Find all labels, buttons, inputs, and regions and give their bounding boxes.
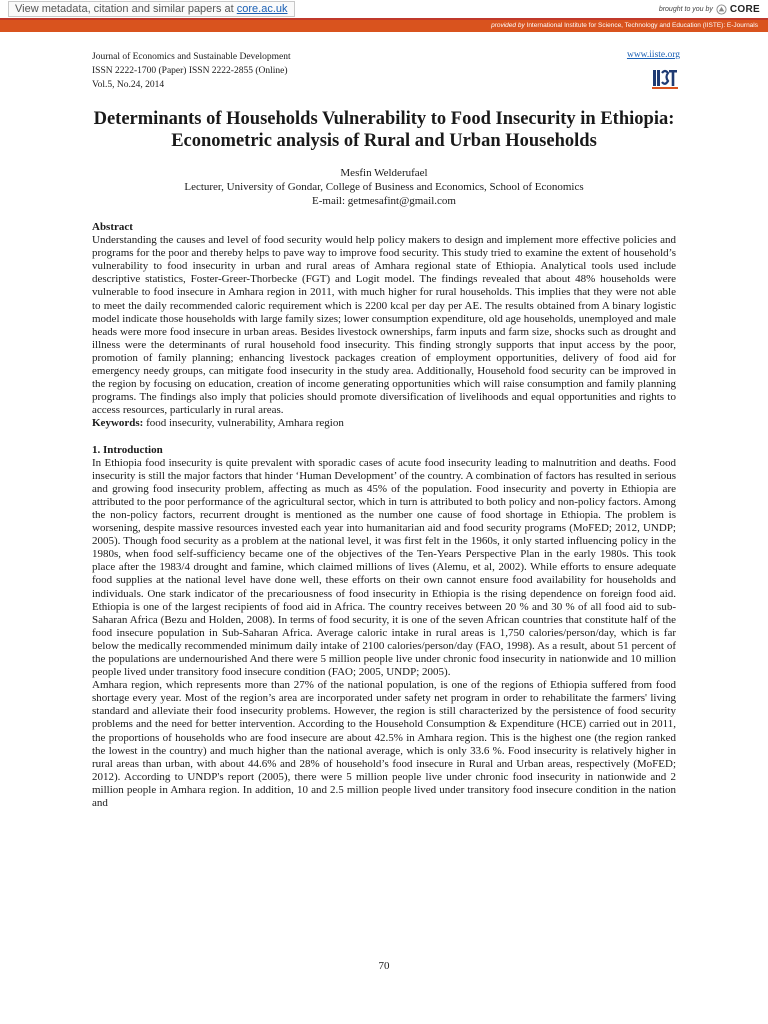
brought-to-you-text: brought to you by [658,5,713,13]
provider-strip [0,20,768,32]
introduction-paragraph-1: In Ethiopia food insecurity is quite prevalent with sporadic cases of acute food insecurity leading to malnutrition and deaths. Food insecurity is still the major factors that hinder ‘Human Development’ of the country. A combination of factors has resulted in serious and growing food insecurity problem, affecting as much as 45% of the population. Food insecurity and poverty in Ethiopia are attributed to the poor performance of the agricultural sector, which in turn is attributed to both policy and non-policy factors. Among the non-policy factors, recurrent drought is mentioned as the number one cause of food shortage in Ethiopia. The problem is worsening, despite massive resources invested each year into humanitarian aid and food security programs (MoFED; 2012, UNDP; 2005). Though food security as a problem at the national level, it was first felt in the 1960s, it only started influencing policy in the 1980s, when food self-sufficiency became one of the objectives of the Ten-Years Perspective Plan in the early 1980s. This took place after the 1983/4 drought and famine, which claimed millions of lives (Alemu, et al, 2002). While efforts to ensure adequate food supplies at the national level have done well, these efforts on their own cannot ensure food availability for households and individuals. One stark indicator of the precariousness of food insecurity in Ethiopia is the rising dependence on foreign food aid. Ethiopia is one of the largest recipients of food aid in Africa. The country receives between 20 % and 30 % of all food aid to sub-Saharan Africa (Bezu and Holden, 2008). In terms of food security, it is one of the seven African countries that constitute half of the food insecure population in Sub-Saharan Africa. Average caloric intake in rural areas is 1,750 calories/person/day, which is far below the medically recommended minimum daily intake of 2100 calories/person/day (FAO, 1998). As a result, about 51 percent of the populations are undernourished And there were 5 million people live under chronic food insecurity in nationwide and 10 million people lived under transitory food insecure condition (FAO; 2005, UNDP; 2005). [92,456,676,679]
author-affiliation: Lecturer, University of Gondar, College of Business and Economics, School of Economics [184,181,584,193]
core-metadata-link-box[interactable] [8,1,295,17]
introduction-heading: 1. Introduction [92,443,163,456]
provider-name[interactable]: International Institute for Science, Technology and Education (IISTE): E-Journals [526,22,758,29]
abstract-text: Understanding the causes and level of food security would help policy makers to design and implement more effective policies and programs for the poor and thereby helps to pave way to improve food security. This study tried to examine the extent of household’s vulnerability to food insecurity in urban and rural areas of Amhara regional state of Ethiopia. Analytical tools used include descriptive statistics, Foster-Greer-Thorbecke (FGT) and Logit model. The findings revealed that about 48% households were vulnerable to food insecure in Amhara region in 2011, with much higher for rural households. This implies that they were not able to meet the daily recommended caloric requirement which is 2200 kcal per day per AE. The results obtained from A binary logistic model indicate those households with large family sizes; lower consumption expenditure, old age households, unemployed and male heads were more food insecure in urban areas. Besides livestock ownerships, farm inputs and farm size, shocks such as drought and illness were the determinants of rural household food insecurity. This finding strongly supports that input access by the poor, promotion of family planning; enhancing livestock packages creation of employment opportunities, delivery of food aid for emergency needy groups, can mitigate food insecurity in the study area. Additionally, Household food security can be improved in the region by focusing on education, creation of income generating opportunities which will raise consumption and family planning programs. The findings also imply that policies should promote diversification of livelihoods and equal opportunities and rights to access resources, particularly in rural areas. [92,234,676,417]
author-block [92,166,676,208]
page-number: 70 [378,960,390,972]
core-banner [0,0,768,34]
introduction-paragraph-2: Amhara region, which represents more than 27% of the national population, is one of the regions of Ethiopia suffered from food shortage every year. Most of the region’s area are incorporated under safety net program in order to rehabilitate the farmers' living standard and alleviate their food insecurity problems. However, the region is still characterized by the persistence of food security problems and the need for better intervention. According to the Household Consumption & Expenditure (HCE) carried out in 2011, the proportions of households who are food insecure are about 42.5% in Amhara region. This is the highest one (the region ranked the lowest in the country) and much higher than the national average, which is only 33.6 %. Food insecurity is relatively higher in rural areas than urban, with about 44.6% and 28% of household’s food insecure in Rural and Urban areas, respectively (MoFED; 2012). According to UNDP's report (2005), there were 5 million people live under chronic food insecurity in nationwide and 2 million people in Amhara region. In addition, 10 and 2.5 million people lived under transitory food insecure condition in the nation and [92,679,676,810]
paper-title: Determinants of Households Vulnerability to Food Insecurity in Ethiopia: Econometric analysis of Rural and Urban Households [93,109,675,151]
keywords-text: food insecurity, vulnerability, Amhara region [143,417,344,430]
core-wordmark: CORE [729,3,760,15]
core-branding[interactable] [659,4,760,15]
author-name: Mesfin Welderufael [340,167,428,179]
core-view-text: View metadata, citation and similar papers at [15,3,237,15]
core-link[interactable]: core.ac.uk [236,3,288,15]
paper-body [92,221,676,810]
journal-issn: ISSN 2222-1700 (Paper) ISSN 2222-2855 (Online) [92,66,288,76]
journal-name: Journal of Economics and Sustainable Development [92,52,291,62]
journal-header [92,50,680,92]
abstract-heading: Abstract [92,221,133,233]
core-logo-icon [716,4,727,15]
iiste-logo-icon [652,67,678,89]
provided-by-label: provided by [491,22,525,29]
keywords-label: Keywords: [92,417,144,430]
journal-volume: Vol.5, No.24, 2014 [92,80,165,90]
journal-url-link[interactable]: www.iiste.org [626,50,680,60]
keywords-line [92,417,676,430]
author-email: E-mail: getmesafint@gmail.com [312,195,456,207]
